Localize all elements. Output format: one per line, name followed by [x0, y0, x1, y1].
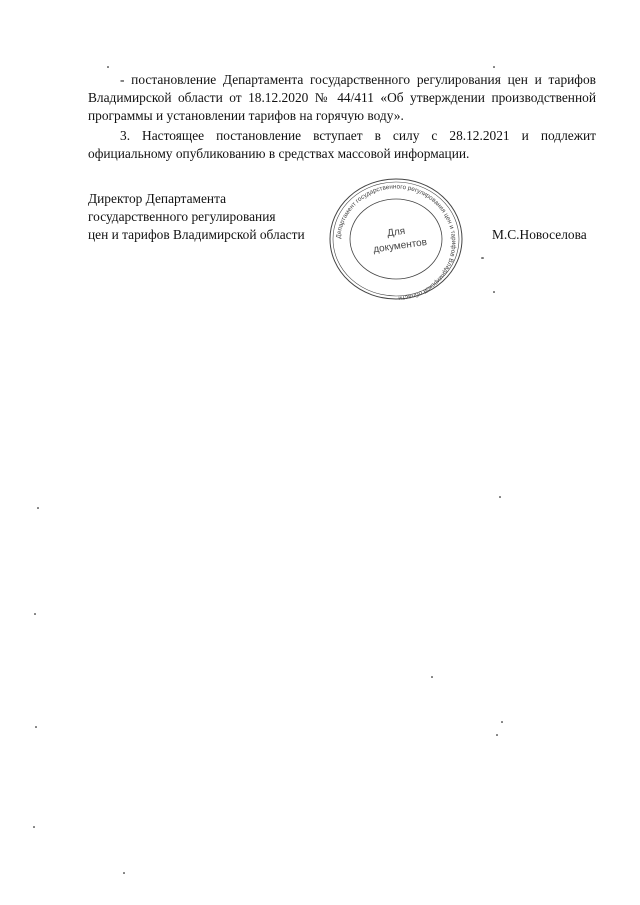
scan-speck [123, 872, 125, 874]
official-seal-stamp [326, 176, 466, 302]
signer-position-line: Директор Департамента [88, 191, 227, 206]
scan-speck [501, 721, 503, 723]
paragraph-repealed-act: - постановление Департамента государственного регулирования цен и тарифов Владимирской области от 18.12.2020 № 44/411 «Об утверждении производственной программы и установлении тарифов на горячую воду». [88, 72, 596, 123]
seal-center-line-1: Для [386, 225, 406, 240]
signer-position-line: цен и тарифов Владимирской области [88, 227, 305, 242]
scan-speck [493, 291, 495, 293]
paragraph-effective-date: 3. Настоящее постановление вступает в силу с 28.12.2021 и подлежит официальному опубликованию в средствах массовой информации. [88, 128, 596, 161]
scan-speck [35, 726, 37, 728]
signer-position-line: государственного регулирования [88, 209, 276, 224]
signer-name: М.С.Новоселова [492, 227, 587, 242]
scan-speck [481, 257, 484, 259]
scan-speck [37, 507, 39, 509]
seal-ring-text: Департамент государственного регулирования цен и тарифов Владимирской области [335, 183, 458, 302]
signer-position [88, 190, 338, 244]
scan-speck [499, 496, 501, 498]
scan-speck [33, 826, 35, 828]
scan-speck [496, 734, 498, 736]
scan-speck [34, 613, 36, 615]
scan-speck [493, 66, 495, 68]
seal-center-line-2: документов [372, 236, 428, 256]
scan-speck [431, 676, 433, 678]
scan-speck [107, 66, 109, 68]
